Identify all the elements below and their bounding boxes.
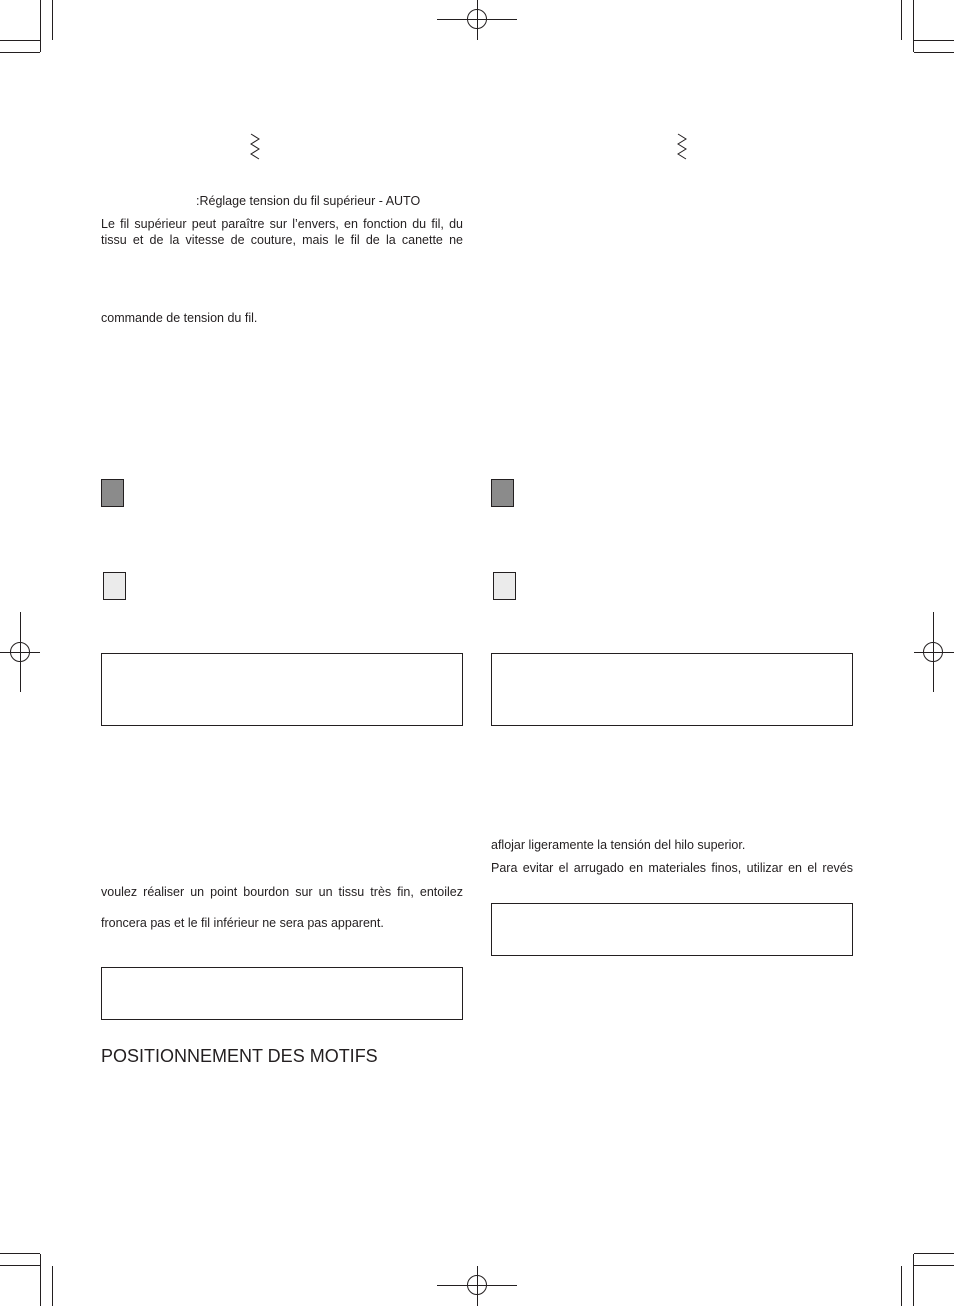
crop-mark-bottom-left-v (40, 1254, 41, 1306)
crop-mark-bottom-left-h2 (0, 1265, 40, 1266)
crop-mark-top-right-h2 (914, 52, 954, 53)
crop-mark-bottom-right-v2 (901, 1266, 902, 1306)
crop-mark-top-right-v (913, 0, 914, 52)
swatch-light (103, 572, 126, 600)
swatch-dark (491, 479, 514, 507)
crop-mark-top-left-h (0, 40, 40, 41)
paragraph-satin-stitch-line-1: voulez réaliser un point bourdon sur un tissu très fin, entoilez (101, 885, 463, 899)
crop-mark-top-left-v (40, 0, 41, 52)
crop-mark-bottom-right-v (913, 1254, 914, 1306)
paragraph-loosen-tension: aflojar ligeramente la tensión del hilo superior. (491, 838, 746, 852)
zigzag-stitch-icon (249, 133, 261, 161)
crop-mark-top-right-v2 (901, 0, 902, 40)
crop-mark-bottom-left-v2 (52, 1266, 53, 1306)
zigzag-stitch-icon (676, 133, 688, 161)
paragraph-upper-thread-line-2: tissu et de la vitesse de couture, mais le fil de la canette ne (101, 233, 463, 247)
crop-mark-top-right-h (914, 40, 954, 41)
note-box (101, 653, 463, 726)
paragraph-tension-control: commande de tension du fil. (101, 311, 258, 325)
note-box (491, 903, 853, 956)
swatch-dark (101, 479, 124, 507)
crop-mark-top-left-v2 (52, 0, 53, 40)
paragraph-upper-thread-line-1: Le fil supérieur peut paraître sur l’envers, en fonction du fil, du (101, 217, 463, 231)
crop-mark-bottom-right-h (914, 1253, 954, 1254)
crop-mark-bottom-right-h2 (914, 1265, 954, 1266)
section-heading: POSITIONNEMENT DES MOTIFS (101, 1046, 378, 1066)
note-box (101, 967, 463, 1020)
paragraph-satin-stitch-line-2: froncera pas et le fil inférieur ne sera pas apparent. (101, 916, 384, 930)
paragraph-thin-materials: Para evitar el arrugado en materiales finos, utilizar en el revés (491, 861, 853, 875)
swatch-light (493, 572, 516, 600)
crop-mark-top-left-h2 (0, 52, 40, 53)
crop-mark-bottom-left-h (0, 1253, 40, 1254)
note-box (491, 653, 853, 726)
tension-auto-title: :Réglage tension du fil supérieur - AUTO (196, 194, 421, 208)
